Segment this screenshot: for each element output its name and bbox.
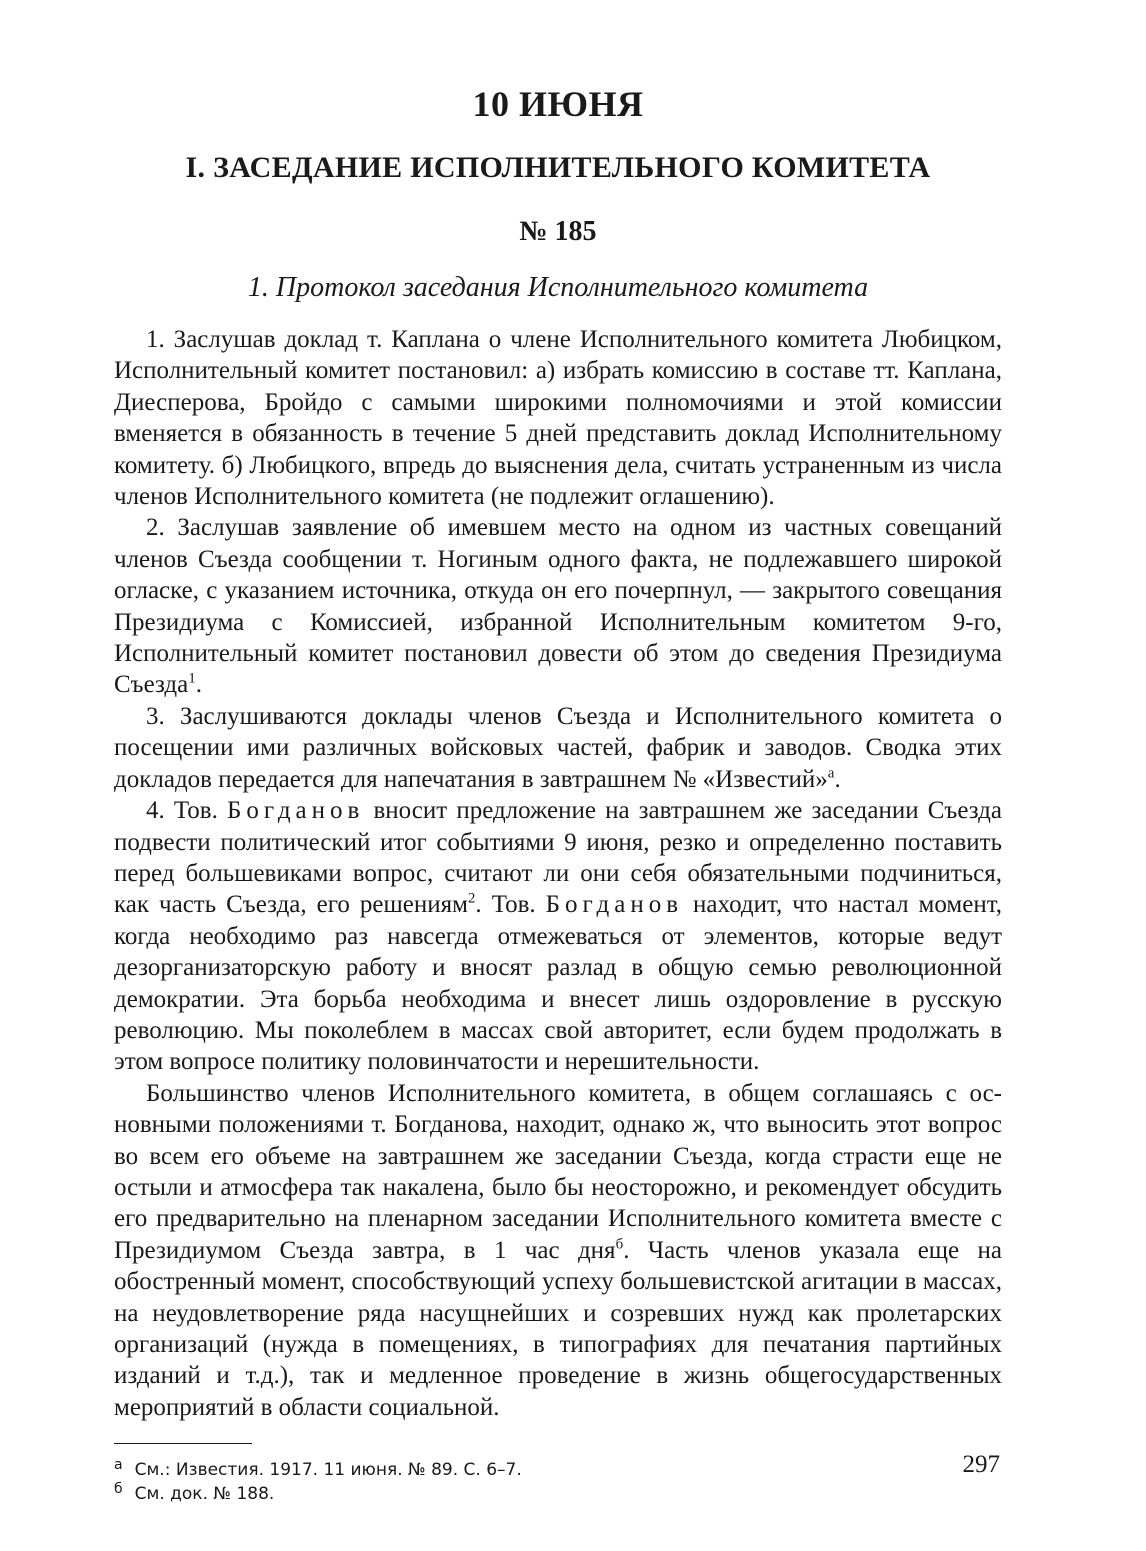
footnote <box>114 1482 1002 1506</box>
paragraph-4 <box>114 795 1002 1078</box>
document-title: 1. Протокол заседания Исполнительного комитета <box>247 272 869 303</box>
footnote-mark: б <box>114 1480 123 1497</box>
footnote-mark: а <box>114 1456 123 1473</box>
document-number: № 185 <box>519 216 597 247</box>
protocol-body <box>114 324 1002 1423</box>
paragraph-1: 1. Заслушав доклад т. Каплана о члене Исполнительного комитета Любицком, Исполнительный комитет постановил: а) избрать комиссию в составе тт. Каплана, Диесперова, Бройдо с самыми широкими полномочиями и этой комиссии вменяется в обязанность в течение 5 дней представить доклад Исполнительному комитету. б) Любицкого, впредь до выяснения дела, считать устраненным из числа членов Исполнительного комитета (не подлежит оглашению). <box>114 326 1002 511</box>
speaker-name: Богданов <box>226 797 365 825</box>
session-heading: I. ЗАСЕДАНИЕ ИСПОЛНИТЕЛЬНОГО КОМИТЕТА <box>185 151 931 184</box>
paragraph-4-text-2: . Тов. <box>475 891 546 919</box>
paragraph-4-text-3: находит, что настал момент, когда необходимо раз навсегда отмежеваться от элементов, которые ведут дезорганизаторскую работу и вносят разлад в общую семью революционной демократии. Эта борьба необходима и внесет лишь оздоровление в русскую революцию. Мы поколеблем в массах свой авторитет, если будем продолжать в этом вопросе политику половинчатости и нерешительности. <box>114 891 1002 1076</box>
footnote-divider <box>114 1443 252 1444</box>
paragraph-2-text: 2. Заслушав заявление об имевшем место на одном из частных совещаний членов Съезда сообщении т. Ногиным одного факта, не подлежавшего широкой огласке, с указанием источника, откуда он его почерпнул, — закрытого совещания Президиума с Комиссией, избранной Исполнительным комитетом 9-го, Исполнительный комитет постановил довести об этом до сведения Президиума Съезда <box>114 514 1002 699</box>
document-page <box>114 80 1002 1506</box>
footnote-ref-1: 1 <box>188 671 196 688</box>
paragraph-3-text: 3. Заслушиваются доклады членов Съезда и Исполнительного комитета о посещении ими различных войсковых частей, фабрик и заводов. Сводка этих докладов передается для напечатания в завтрашнем № «Известий» <box>114 702 1002 793</box>
footnote-ref-b: б <box>615 1236 624 1253</box>
paragraph-2-end: . <box>195 671 202 699</box>
speaker-name: Богданов <box>545 891 684 919</box>
footnote-text: См. док. № 188. <box>134 1484 275 1505</box>
date-heading: 10 ИЮНЯ <box>472 84 644 124</box>
paragraph-5-text-2: . Часть членов указала еще на обостренный момент, способствующий успеху большевистской агитации в массах, на неудовлетворение ряда насущнейших и созревших нужд как пролетарских организаций (нужда в помещениях, в типографиях для печатания партийных изданий и т.д.), так и медленное проведение в жизнь общегосударственных мероприятий в области социальной. <box>114 1236 1002 1421</box>
footnote <box>114 1458 1002 1482</box>
paragraph-3 <box>114 701 1002 795</box>
footnote-ref-a: а <box>827 765 835 782</box>
paragraph-5-text: Большинство членов Исполнительного комитета, в общем соглашаясь с основными положениями т. Богданова, находит, однако ж, что выносить этот вопрос во всем его объеме на завтрашнем же заседании Съезда, когда страсти еще не остыли и атмосфера так накалена, было бы неосторожно, и рекомендует обсудить его предварительно на пленарном заседании Исполнительного комитета вместе с Президиумом Съезда завтра, в 1 час дня <box>114 1079 1002 1264</box>
paragraph-4-lead: 4. Тов. <box>146 797 227 825</box>
footnote-ref-2: 2 <box>467 890 476 907</box>
paragraph-2 <box>114 512 1002 700</box>
page-number: 297 <box>962 1451 1000 1478</box>
paragraph-4-text-1: вносит предложение на завтрашнем же заседании Съезда подвести политический итог событиями 9 июня, резко и определенно поставить перед большевиками вопрос, считают ли они себя обязательными подчиниться, как часть Съезда, его решениям <box>114 797 1002 919</box>
paragraph-5 <box>114 1078 1002 1423</box>
paragraph-3-end: . <box>834 765 841 793</box>
footnotes <box>114 1458 1002 1506</box>
footnote-text: См.: Известия. 1917. 11 июня. № 89. С. 6–7. <box>134 1460 522 1481</box>
